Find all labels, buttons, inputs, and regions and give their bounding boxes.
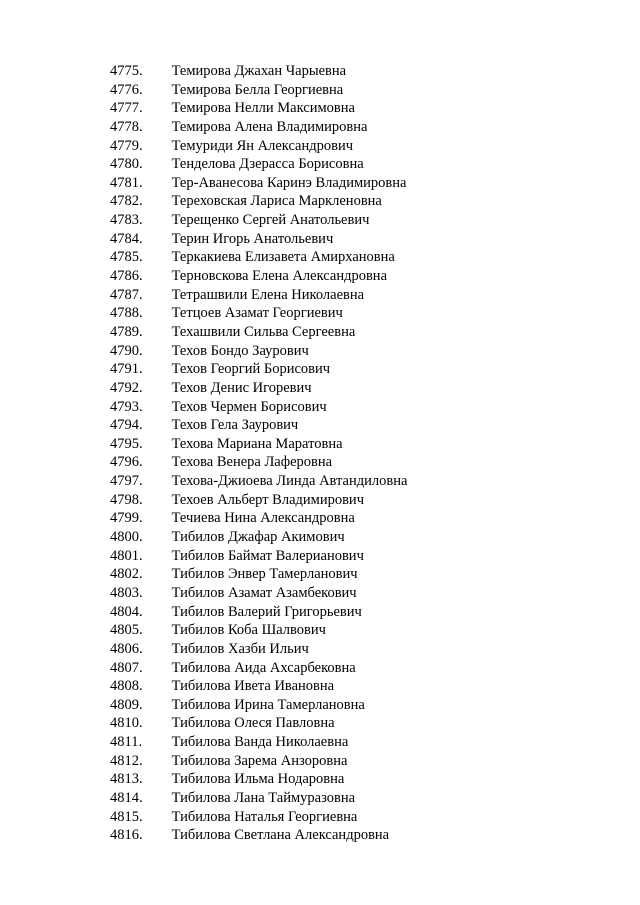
- entry-number: 4807.: [110, 659, 143, 676]
- entry-number: 4776.: [110, 81, 143, 98]
- list-item: [110, 323, 407, 342]
- entry-name: Тетцоев Азамат Георгиевич: [171, 305, 343, 322]
- entry-name: Тибилова Ивета Ивановна: [171, 678, 335, 695]
- list-item: [110, 435, 407, 454]
- entry-number: 4797.: [110, 473, 143, 490]
- entry-name: Техов Гела Заурович: [171, 417, 299, 434]
- entry-number: 4808.: [110, 678, 143, 695]
- entry-name: Тибилова Ванда Николаевна: [171, 734, 349, 751]
- list-item: [110, 528, 407, 547]
- list-item: [110, 398, 407, 417]
- entry-number: 4814.: [110, 789, 143, 806]
- entry-name: Тереховская Лариса Маркленовна: [171, 193, 382, 210]
- list-item: [110, 640, 407, 659]
- entry-number: 4809.: [110, 696, 143, 713]
- list-item: [110, 230, 407, 249]
- entry-number: 4778.: [110, 118, 143, 135]
- list-item: [110, 677, 407, 696]
- entry-number: 4803.: [110, 584, 143, 601]
- list-item: [110, 81, 407, 100]
- entry-number: 4804.: [110, 603, 143, 620]
- list-item: [110, 603, 407, 622]
- entry-number: 4790.: [110, 342, 143, 359]
- entry-name: Тибилов Энвер Тамерланович: [171, 566, 358, 583]
- list-item: [110, 752, 407, 771]
- entry-name: Тибилов Валерий Григорьевич: [171, 603, 362, 620]
- entry-name: Тибилов Хазби Ильич: [171, 640, 309, 657]
- list-item: [110, 659, 407, 678]
- list-item: [110, 192, 407, 211]
- entry-number: 4791.: [110, 361, 143, 378]
- entry-number: 4798.: [110, 491, 143, 508]
- entry-name: Техов Денис Игоревич: [171, 379, 312, 396]
- entry-number: 4796.: [110, 454, 143, 471]
- entry-number: 4816.: [110, 827, 143, 844]
- entry-name: Темирова Джахан Чарыевна: [171, 63, 347, 79]
- entry-name: Тенделова Дзерасса Борисовна: [171, 156, 364, 173]
- entry-number: 4782.: [110, 193, 143, 210]
- list-item: [110, 789, 407, 808]
- entry-name: Темуриди Ян Александрович: [171, 137, 354, 154]
- entry-number: 4775.: [110, 63, 143, 79]
- list-item: [110, 248, 407, 267]
- list-item: [110, 509, 407, 528]
- list-item: [110, 491, 407, 510]
- entry-number: 4800.: [110, 529, 143, 546]
- entry-name: Темирова Алена Владимировна: [171, 118, 368, 135]
- list-item: [110, 826, 407, 845]
- entry-name: Техов Бондо Заурович: [171, 342, 309, 359]
- list-item: [110, 770, 407, 789]
- list-item: [110, 416, 407, 435]
- entry-name: Тибилов Коба Шалвович: [171, 622, 326, 639]
- entry-number: 4799.: [110, 510, 143, 527]
- list-item: [110, 137, 407, 156]
- entry-number: 4801.: [110, 547, 143, 564]
- entry-name: Тибилов Азамат Азамбекович: [171, 584, 357, 601]
- entry-name: Техова Венера Лаферовна: [171, 454, 333, 471]
- list-item: [110, 808, 407, 827]
- list-item: [110, 99, 407, 118]
- entry-number: 4787.: [110, 286, 143, 303]
- entry-number: 4794.: [110, 417, 143, 434]
- list-item: [110, 453, 407, 472]
- entry-name: Тибилова Аида Ахсарбековна: [171, 659, 356, 676]
- name-list: [110, 62, 407, 845]
- entry-number: 4792.: [110, 379, 143, 396]
- entry-number: 4786.: [110, 268, 143, 285]
- entry-number: 4785.: [110, 249, 143, 266]
- entry-name: Течиева Нина Александровна: [171, 510, 355, 527]
- entry-name: Тибилова Ильма Нодаровна: [171, 771, 345, 788]
- entry-name: Тибилова Наталья Георгиевна: [171, 808, 358, 825]
- entry-number: 4812.: [110, 752, 143, 769]
- entry-name: Тер-Аванесова Каринэ Владимировна: [171, 174, 407, 191]
- list-item: [110, 286, 407, 305]
- entry-name: Тибилова Светлана Александровна: [171, 827, 390, 844]
- entry-number: 4784.: [110, 230, 143, 247]
- list-item: [110, 62, 407, 81]
- entry-name: Терновскова Елена Александровна: [171, 268, 388, 285]
- entry-name: Техов Чермен Борисович: [171, 398, 327, 415]
- list-item: [110, 733, 407, 752]
- list-item: [110, 621, 407, 640]
- entry-name: Техоев Альберт Владимирович: [171, 491, 364, 508]
- entry-name: Тибилова Олеся Павловна: [171, 715, 335, 732]
- list-item: [110, 342, 407, 361]
- list-item: [110, 155, 407, 174]
- entry-name: Тибилова Ирина Тамерлановна: [171, 696, 365, 713]
- list-item: [110, 211, 407, 230]
- entry-name: Техова Мариана Маратовна: [171, 435, 343, 452]
- list-item: [110, 547, 407, 566]
- list-item: [110, 714, 407, 733]
- entry-name: Техашвили Сильва Сергеевна: [171, 323, 356, 340]
- entry-number: 4806.: [110, 640, 143, 657]
- entry-name: Темирова Белла Георгиевна: [171, 81, 344, 98]
- list-item: [110, 584, 407, 603]
- entry-name: Тибилов Джафар Акимович: [171, 529, 345, 546]
- list-item: [110, 304, 407, 323]
- entry-number: 4805.: [110, 622, 143, 639]
- entry-name: Терин Игорь Анатольевич: [171, 230, 334, 247]
- list-item: [110, 379, 407, 398]
- entry-number: 4793.: [110, 398, 143, 415]
- entry-name: Техов Георгий Борисович: [171, 361, 331, 378]
- entry-name: Тетрашвили Елена Николаевна: [171, 286, 365, 303]
- entry-number: 4810.: [110, 715, 143, 732]
- list-item: [110, 267, 407, 286]
- entry-number: 4780.: [110, 156, 143, 173]
- list-item: [110, 174, 407, 193]
- entry-number: 4802.: [110, 566, 143, 583]
- list-item: [110, 565, 407, 584]
- entry-number: 4783.: [110, 212, 143, 229]
- entry-name: Техова-Джиоева Линда Автандиловна: [171, 473, 408, 490]
- entry-number: 4811.: [110, 734, 143, 751]
- list-item: [110, 360, 407, 379]
- entry-number: 4781.: [110, 174, 143, 191]
- list-item: [110, 118, 407, 137]
- entry-name: Терещенко Сергей Анатольевич: [171, 212, 370, 229]
- entry-name: Тибилов Баймат Валерианович: [171, 547, 364, 564]
- entry-name: Темирова Нелли Максимовна: [171, 100, 355, 117]
- entry-name: Тибилова Зарема Анзоровна: [171, 752, 348, 769]
- entry-number: 4795.: [110, 435, 143, 452]
- entry-name: Тибилова Лана Таймуразовна: [171, 789, 356, 806]
- list-item: [110, 696, 407, 715]
- entry-number: 4789.: [110, 323, 143, 340]
- entry-number: 4815.: [110, 808, 143, 825]
- entry-name: Теркакиева Елизавета Амирхановна: [171, 249, 395, 266]
- entry-number: 4788.: [110, 305, 143, 322]
- list-item: [110, 472, 407, 491]
- entry-number: 4779.: [110, 137, 143, 154]
- entry-number: 4777.: [110, 100, 143, 117]
- entry-number: 4813.: [110, 771, 143, 788]
